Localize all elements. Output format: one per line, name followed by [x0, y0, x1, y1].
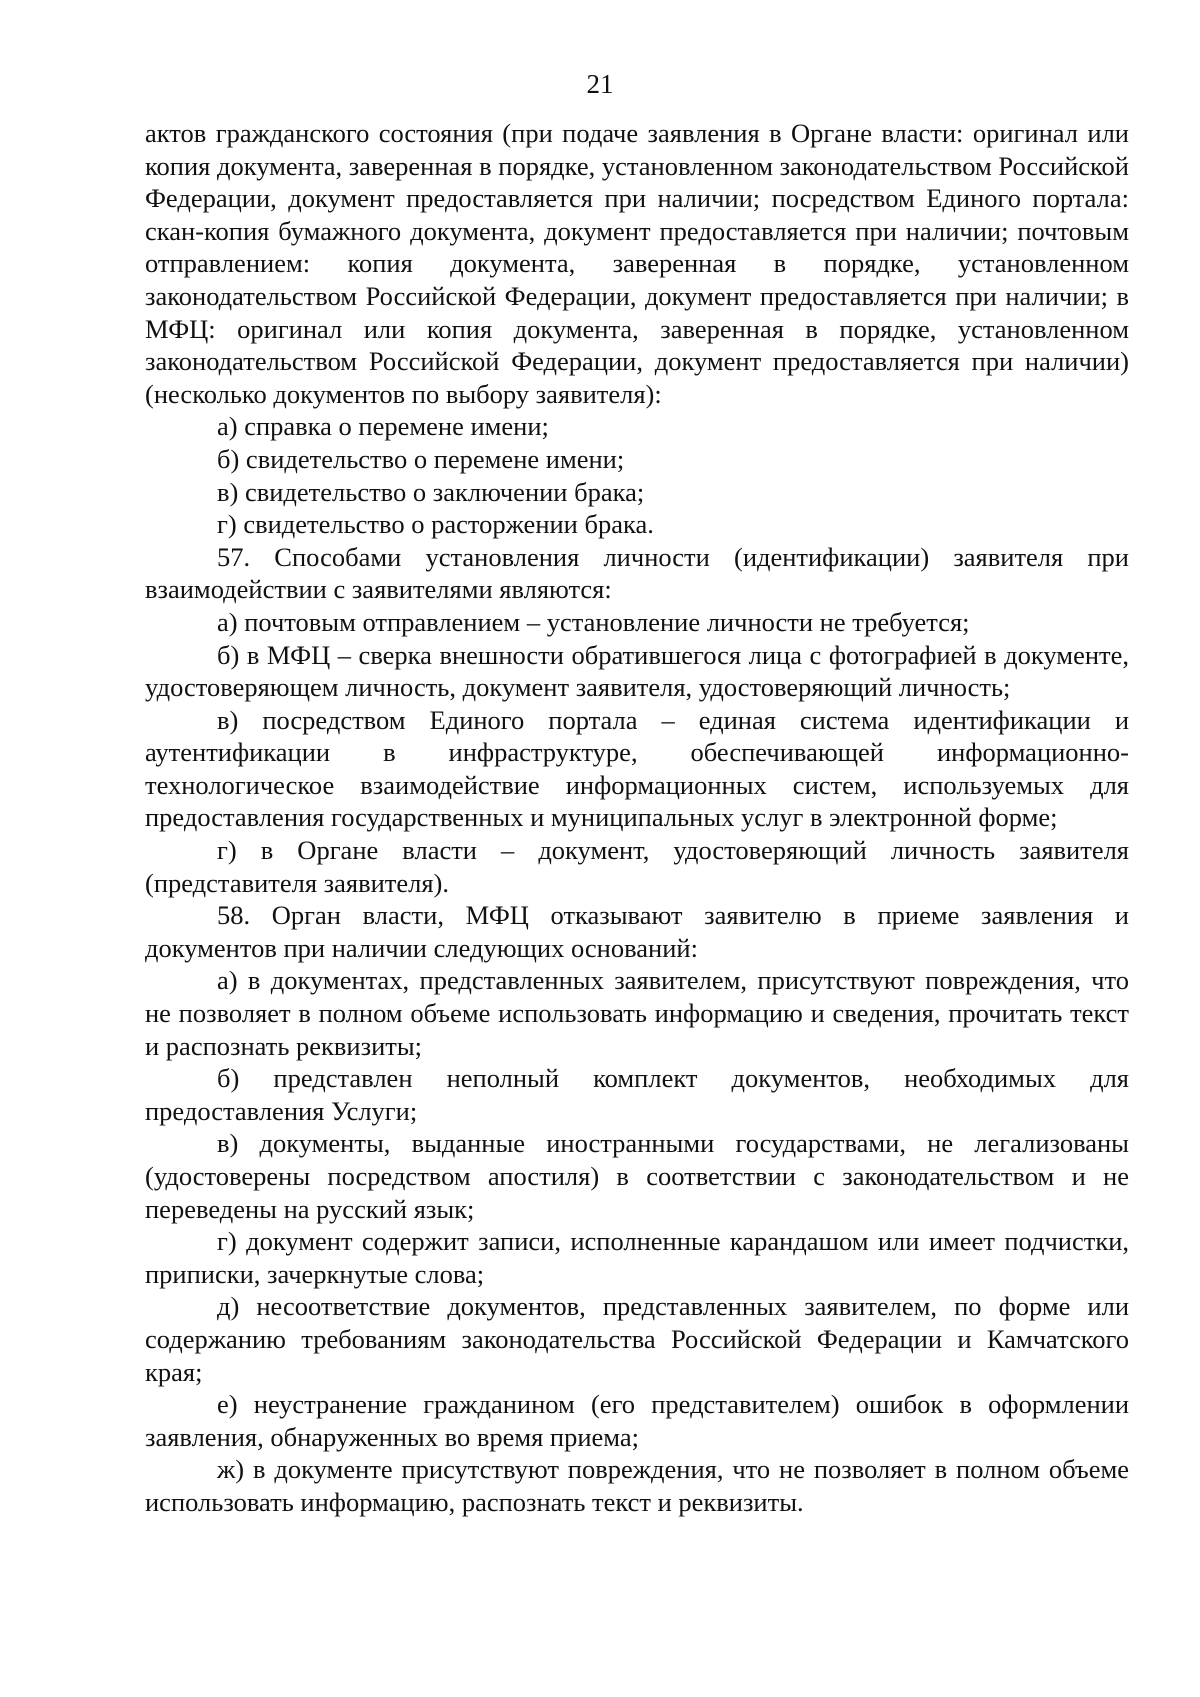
paragraph-58-item-zh: ж) в документе присутствуют повреждения, что не позволяет в полном объеме использовать информацию, распознать текст и реквизиты.	[145, 1454, 1129, 1517]
paragraph-57: 57. Способами установления личности (идентификации) заявителя при взаимодействии с заявителями являются:	[145, 541, 1129, 605]
list-item-g: г) свидетельство о расторжении брака.	[217, 509, 654, 540]
list-item-v: в) свидетельство о заключении брака;	[217, 476, 645, 507]
paragraph-58-item-v: в) документы, выданные иностранными государствами, не легализованы (удостоверены посредством апостиля) в соответствии с законодательством и не переведены на русский язык;	[145, 1128, 1129, 1224]
page-number: 21	[586, 69, 614, 99]
paragraph-58-item-a: а) в документах, представленных заявителем, присутствуют повреждения, что не позволяет в полном объеме использовать информацию и сведения, прочитать текст и распознать реквизиты;	[145, 965, 1129, 1061]
paragraph-58-item-d: д) несоответствие документов, представленных заявителем, по форме или содержанию требованиям законодательства Российской Федерации и Камчатского края;	[145, 1291, 1129, 1387]
paragraph-58-item-e: е) неустранение гражданином (его представителем) ошибок в оформлении заявления, обнаруженных во время приема;	[145, 1389, 1129, 1452]
list-item-a: а) справка о перемене имени;	[217, 411, 549, 442]
list-item-b: б) свидетельство о перемене имени;	[217, 443, 625, 474]
paragraph-57-item-v: в) посредством Единого портала – единая система идентификации и аутентификации в инфраструктуре, обеспечивающей информационно-технологическое взаимодействие информационных систем, используемых для предоставления государственных и муниципальных услуг в электронной форме;	[145, 704, 1129, 833]
paragraph-57-item-a: а) почтовым отправлением – установление личности не требуется;	[217, 606, 970, 637]
document-body	[145, 117, 1129, 1519]
paragraph-57-item-b: б) в МФЦ – сверка внешности обратившегося лица с фотографией в документе, удостоверяющем личность, документ заявителя, удостоверяющий личность;	[145, 639, 1129, 703]
paragraph-58: 58. Орган власти, МФЦ отказывают заявителю в приеме заявления и документов при наличии следующих оснований:	[145, 900, 1129, 963]
paragraph-58-item-g: г) документ содержит записи, исполненные карандашом или имеет подчистки, приписки, зачеркнутые слова;	[145, 1226, 1129, 1289]
paragraph-58-item-b: б) представлен неполный комплект документов, необходимых для предоставления Услуги;	[145, 1063, 1129, 1126]
paragraph-continuation: актов гражданского состояния (при подаче заявления в Органе власти: оригинал или копия документа, заверенная в порядке, установленном законодательством Российской Федерации, документ предоставляется при наличии; посредством Единого портала: скан-копия бумажного документа, документ предоставляется при наличии; почтовым отправлением: копия документа, заверенная в порядке, установленном законодательством Российской Федерации, документ предоставляется при наличии; в МФЦ: оригинал или копия документа, заверенная в порядке, установленном законодательством Российской Федерации, документ предоставляется при наличии) (несколько документов по выбору заявителя):	[145, 118, 1129, 409]
paragraph-57-item-g: г) в Органе власти – документ, удостоверяющий личность заявителя (представителя заявителя).	[145, 835, 1129, 898]
